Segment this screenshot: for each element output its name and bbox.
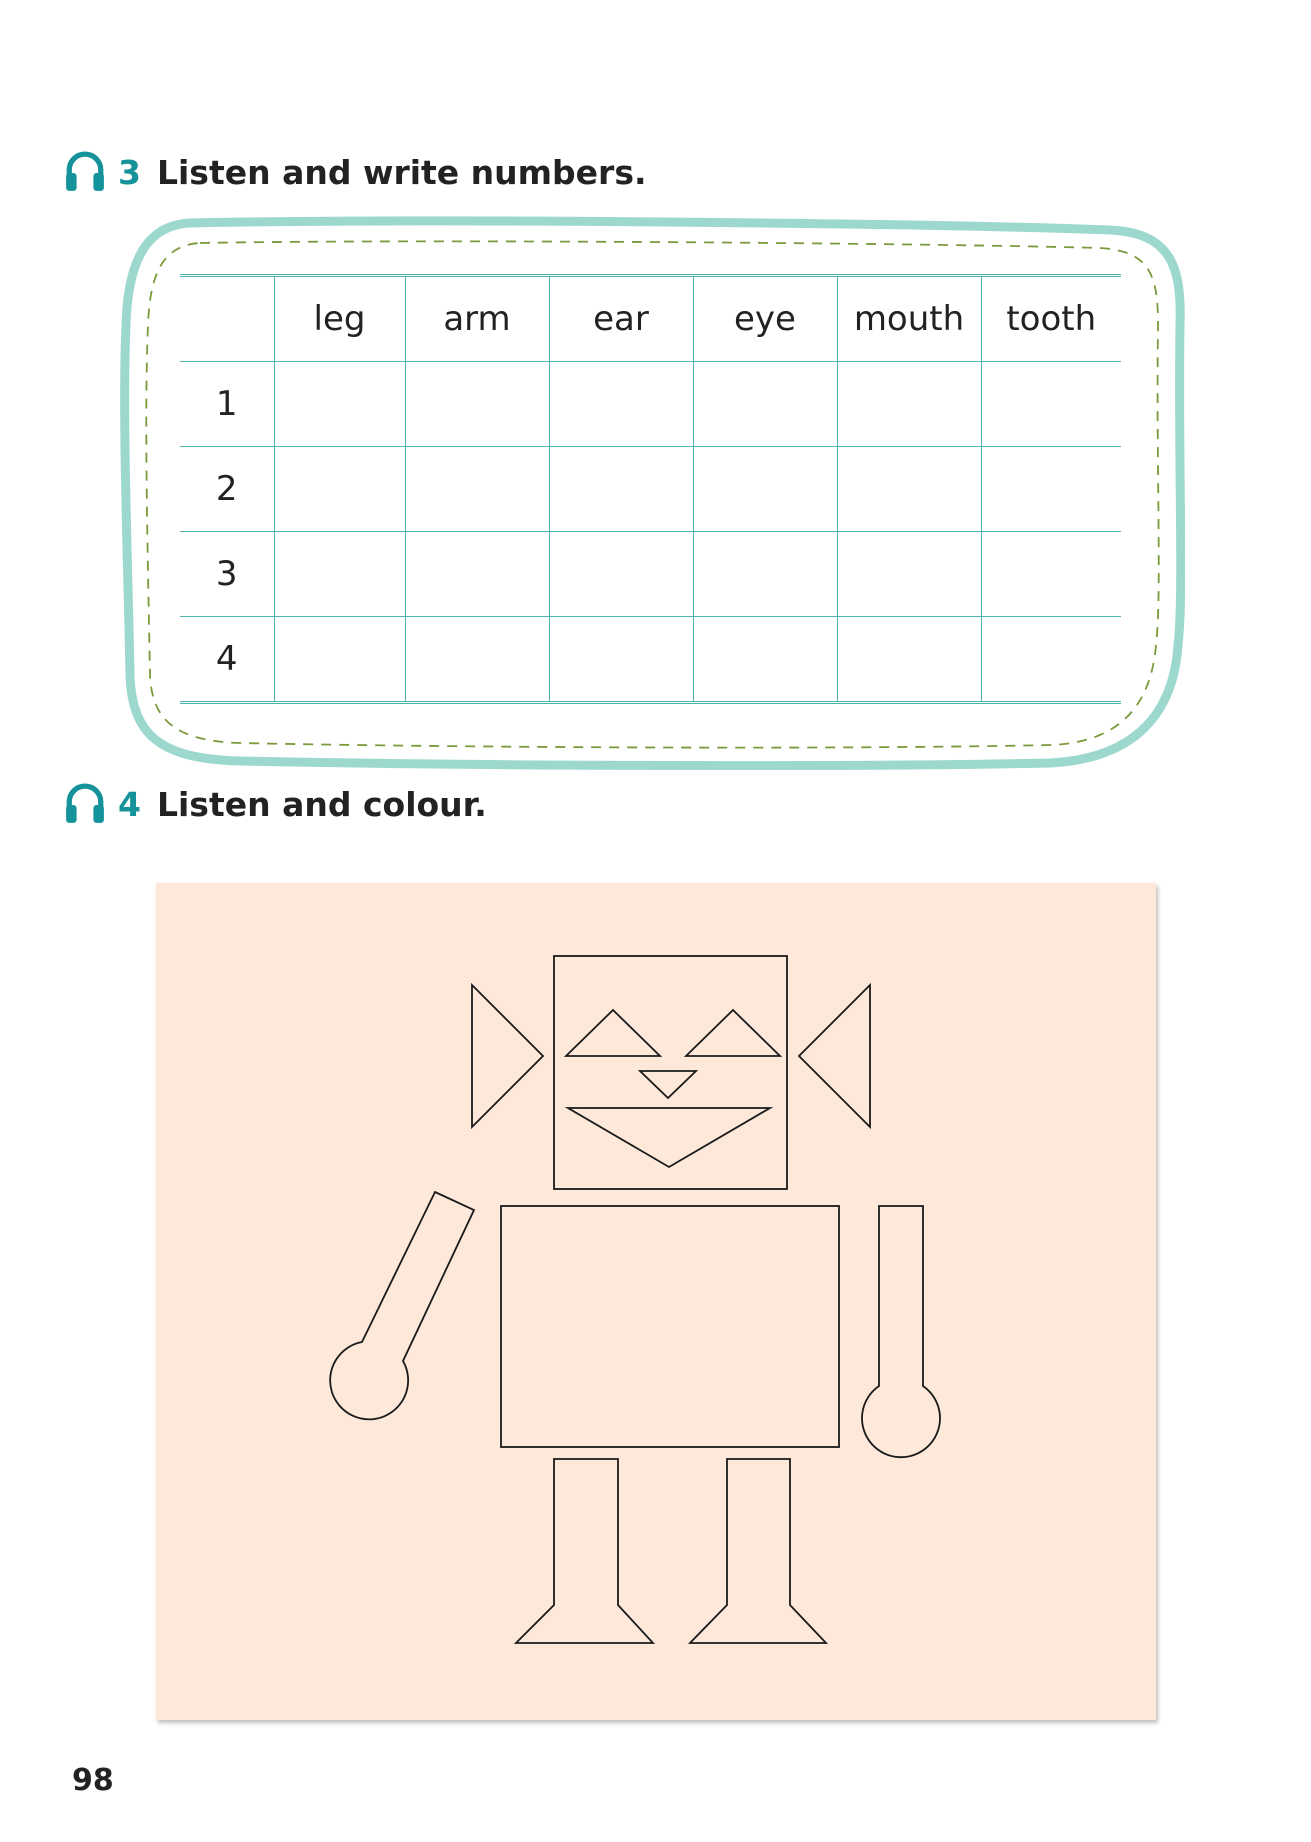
exercise-instruction: Listen and write numbers. — [156, 152, 647, 192]
table-row — [180, 447, 1121, 532]
answer-cell[interactable] — [274, 447, 405, 532]
answer-cell[interactable] — [405, 447, 549, 532]
exercise-number: 4 — [118, 784, 141, 824]
robot-right-eye[interactable] — [686, 1010, 780, 1056]
robot-right-leg[interactable] — [690, 1459, 826, 1643]
answer-cell[interactable] — [837, 362, 981, 447]
robot-illustration — [156, 883, 1156, 1720]
answer-cell[interactable] — [549, 617, 693, 703]
table-header-row — [180, 276, 1121, 362]
robot-head[interactable] — [554, 956, 787, 1189]
row-label: 3 — [180, 532, 274, 617]
answer-cell[interactable] — [274, 617, 405, 703]
answer-cell[interactable] — [693, 362, 837, 447]
answer-cell[interactable] — [549, 532, 693, 617]
row-label: 4 — [215, 639, 238, 679]
answer-cell[interactable] — [981, 617, 1121, 703]
robot-left-leg[interactable] — [516, 1459, 653, 1643]
answer-cell[interactable] — [274, 532, 405, 617]
answer-cell[interactable] — [405, 532, 549, 617]
robot-left-ear[interactable] — [472, 985, 543, 1127]
exercise-instruction: Listen and colour. — [156, 784, 487, 824]
answer-cell[interactable] — [981, 362, 1121, 447]
robot-right-ear[interactable] — [799, 985, 870, 1127]
answer-cell[interactable] — [549, 362, 693, 447]
table-row — [180, 617, 1121, 703]
answer-cell[interactable] — [693, 447, 837, 532]
exercise-number: 3 — [118, 152, 141, 192]
robot-nose[interactable] — [640, 1071, 696, 1098]
exercise-3-heading — [64, 148, 647, 196]
header-corner-cell — [180, 276, 274, 362]
column-header-ear: ear — [549, 276, 693, 362]
answer-cell[interactable] — [549, 447, 693, 532]
answer-cell[interactable] — [693, 617, 837, 703]
table-row — [180, 362, 1121, 447]
row-label: 1 — [180, 362, 274, 447]
answer-cell[interactable] — [837, 447, 981, 532]
answer-cell[interactable] — [837, 617, 981, 703]
robot-mouth[interactable] — [568, 1108, 770, 1167]
robot-left-arm[interactable] — [330, 1192, 474, 1419]
answer-cell[interactable] — [837, 532, 981, 617]
column-header-tooth: tooth — [981, 276, 1121, 362]
column-header-mouth: mouth — [837, 276, 981, 362]
column-header-leg: leg — [274, 276, 405, 362]
headphones-icon[interactable] — [64, 783, 106, 825]
page-number: 98 — [72, 1763, 114, 1798]
numbers-table — [180, 274, 1121, 704]
robot-left-eye[interactable] — [566, 1010, 660, 1056]
headphones-icon[interactable] — [64, 151, 106, 193]
column-header-eye: eye — [693, 276, 837, 362]
answer-cell[interactable] — [405, 617, 549, 703]
table-row — [180, 532, 1121, 617]
answer-cell[interactable] — [274, 362, 405, 447]
answer-cell[interactable] — [693, 532, 837, 617]
robot-right-arm[interactable] — [862, 1206, 940, 1457]
row-label: 2 — [180, 447, 274, 532]
exercise-4-heading — [64, 780, 487, 828]
colouring-panel — [156, 883, 1156, 1720]
robot-body[interactable] — [501, 1206, 839, 1447]
answer-cell[interactable] — [981, 532, 1121, 617]
answer-cell[interactable] — [405, 362, 549, 447]
column-header-arm: arm — [405, 276, 549, 362]
answer-cell[interactable] — [981, 447, 1121, 532]
